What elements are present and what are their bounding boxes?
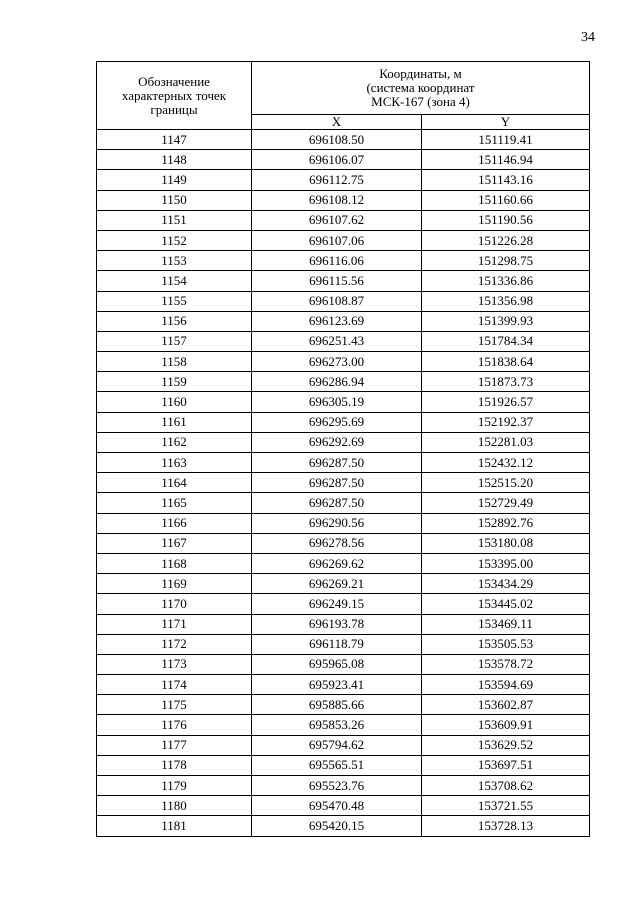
y-coordinate-cell: 151226.28 (422, 230, 590, 250)
point-id-cell: 1170 (97, 594, 252, 614)
table-row (97, 574, 590, 594)
table-row (97, 352, 590, 372)
x-coordinate-cell: 696287.50 (252, 453, 422, 473)
x-coordinate-cell: 695923.41 (252, 675, 422, 695)
x-coordinate-cell: 695853.26 (252, 715, 422, 735)
point-id-cell: 1165 (97, 493, 252, 513)
y-coordinate-cell: 151873.73 (422, 372, 590, 392)
table-row (97, 432, 590, 452)
point-id-cell: 1147 (97, 130, 252, 150)
y-coordinate-cell: 151298.75 (422, 251, 590, 271)
table-row (97, 513, 590, 533)
x-coordinate-cell: 696287.50 (252, 493, 422, 513)
y-coordinate-cell: 151399.93 (422, 311, 590, 331)
x-coordinate-cell: 695885.66 (252, 695, 422, 715)
x-coordinate-cell: 696118.79 (252, 634, 422, 654)
point-designation-header (97, 62, 252, 130)
table-header (97, 62, 590, 130)
point-id-cell: 1180 (97, 796, 252, 816)
point-id-cell: 1168 (97, 553, 252, 573)
y-coordinate-cell: 152192.37 (422, 412, 590, 432)
x-coordinate-cell: 696108.12 (252, 190, 422, 210)
point-id-cell: 1160 (97, 392, 252, 412)
point-id-cell: 1151 (97, 210, 252, 230)
x-coordinate-cell: 696116.06 (252, 251, 422, 271)
point-id-cell: 1174 (97, 675, 252, 695)
table-row (97, 170, 590, 190)
table-row (97, 271, 590, 291)
point-id-cell: 1161 (97, 412, 252, 432)
table-row (97, 614, 590, 634)
point-id-cell: 1155 (97, 291, 252, 311)
x-coordinate-cell: 696286.94 (252, 372, 422, 392)
point-id-cell: 1156 (97, 311, 252, 331)
y-coordinate-cell: 151838.64 (422, 352, 590, 372)
y-coordinate-cell: 153629.52 (422, 735, 590, 755)
x-coordinate-cell: 696107.06 (252, 230, 422, 250)
y-coordinate-cell: 153609.91 (422, 715, 590, 735)
x-coordinate-cell: 696106.07 (252, 150, 422, 170)
table-row (97, 331, 590, 351)
table-row (97, 796, 590, 816)
point-id-cell: 1175 (97, 695, 252, 715)
x-coordinate-cell: 696115.56 (252, 271, 422, 291)
point-id-cell: 1148 (97, 150, 252, 170)
x-coordinate-cell: 696292.69 (252, 432, 422, 452)
x-coordinate-cell: 696269.62 (252, 553, 422, 573)
table-row (97, 412, 590, 432)
table-row (97, 130, 590, 150)
coords-header-line-2: (система координат (366, 80, 475, 95)
y-coordinate-cell: 153708.62 (422, 776, 590, 796)
point-id-cell: 1158 (97, 352, 252, 372)
y-coordinate-cell: 152515.20 (422, 473, 590, 493)
point-id-cell: 1177 (97, 735, 252, 755)
table-row (97, 776, 590, 796)
x-coordinate-cell: 695523.76 (252, 776, 422, 796)
y-coordinate-cell: 153578.72 (422, 654, 590, 674)
x-coordinate-cell: 696108.87 (252, 291, 422, 311)
table-row (97, 675, 590, 695)
table-row (97, 230, 590, 250)
y-coordinate-cell: 151160.66 (422, 190, 590, 210)
x-coordinate-cell: 696273.00 (252, 352, 422, 372)
point-id-cell: 1150 (97, 190, 252, 210)
table-row (97, 453, 590, 473)
x-column-header: X (252, 115, 422, 130)
y-coordinate-cell: 151336.86 (422, 271, 590, 291)
point-header-line-2: характерных точек (121, 87, 227, 103)
y-coordinate-cell: 152281.03 (422, 432, 590, 452)
point-id-cell: 1154 (97, 271, 252, 291)
x-coordinate-cell: 696305.19 (252, 392, 422, 412)
table-row (97, 473, 590, 493)
x-coordinate-cell: 696108.50 (252, 130, 422, 150)
x-coordinate-cell: 696287.50 (252, 473, 422, 493)
table-row (97, 533, 590, 553)
table-row (97, 594, 590, 614)
table-row (97, 392, 590, 412)
y-coordinate-cell: 152729.49 (422, 493, 590, 513)
point-header-line-1: Обозначение (138, 73, 210, 89)
y-coordinate-cell: 152432.12 (422, 453, 590, 473)
table-row (97, 553, 590, 573)
x-coordinate-cell: 696123.69 (252, 311, 422, 331)
table-row (97, 634, 590, 654)
coordinates-table (96, 61, 590, 837)
table-row (97, 190, 590, 210)
x-coordinate-cell: 696295.69 (252, 412, 422, 432)
point-id-cell: 1159 (97, 372, 252, 392)
x-coordinate-cell: 695965.08 (252, 654, 422, 674)
x-coordinate-cell: 695470.48 (252, 796, 422, 816)
table-row (97, 654, 590, 674)
y-coordinate-cell: 151784.34 (422, 331, 590, 351)
table-row (97, 735, 590, 755)
point-id-cell: 1153 (97, 251, 252, 271)
x-coordinate-cell: 695420.15 (252, 816, 422, 836)
x-coordinate-cell: 696269.21 (252, 574, 422, 594)
x-coordinate-cell: 696249.15 (252, 594, 422, 614)
point-id-cell: 1166 (97, 513, 252, 533)
point-id-cell: 1178 (97, 755, 252, 775)
coords-header-line-1: Координаты, м (379, 66, 462, 81)
page-number: 34 (581, 30, 595, 45)
point-id-cell: 1173 (97, 654, 252, 674)
table-row (97, 695, 590, 715)
x-coordinate-cell: 696251.43 (252, 331, 422, 351)
table-row (97, 291, 590, 311)
y-coordinate-cell: 153434.29 (422, 574, 590, 594)
y-coordinate-cell: 153445.02 (422, 594, 590, 614)
y-coordinate-cell: 153180.08 (422, 533, 590, 553)
coords-header-line-3: МСК-167 (зона 4) (371, 94, 470, 109)
table-row (97, 372, 590, 392)
table-row (97, 251, 590, 271)
table-body (97, 130, 590, 837)
y-coordinate-cell: 153505.53 (422, 634, 590, 654)
point-id-cell: 1167 (97, 533, 252, 553)
y-coordinate-cell: 151119.41 (422, 130, 590, 150)
point-id-cell: 1162 (97, 432, 252, 452)
point-id-cell: 1172 (97, 634, 252, 654)
x-coordinate-cell: 696107.62 (252, 210, 422, 230)
table-row (97, 493, 590, 513)
table-row (97, 816, 590, 836)
point-id-cell: 1181 (97, 816, 252, 836)
table-row (97, 210, 590, 230)
y-column-header: Y (422, 115, 590, 130)
y-coordinate-cell: 153395.00 (422, 553, 590, 573)
point-header-line-3: границы (150, 101, 198, 117)
coordinates-header (252, 62, 590, 115)
y-coordinate-cell: 153594.69 (422, 675, 590, 695)
y-coordinate-cell: 153721.55 (422, 796, 590, 816)
point-id-cell: 1152 (97, 230, 252, 250)
y-coordinate-cell: 153602.87 (422, 695, 590, 715)
y-coordinate-cell: 151926.57 (422, 392, 590, 412)
point-id-cell: 1164 (97, 473, 252, 493)
table-row (97, 311, 590, 331)
x-coordinate-cell: 695794.62 (252, 735, 422, 755)
point-id-cell: 1149 (97, 170, 252, 190)
y-coordinate-cell: 151146.94 (422, 150, 590, 170)
point-id-cell: 1157 (97, 331, 252, 351)
table-row (97, 755, 590, 775)
point-id-cell: 1176 (97, 715, 252, 735)
y-coordinate-cell: 153469.11 (422, 614, 590, 634)
point-id-cell: 1163 (97, 453, 252, 473)
x-coordinate-cell: 696290.56 (252, 513, 422, 533)
y-coordinate-cell: 153728.13 (422, 816, 590, 836)
x-coordinate-cell: 696193.78 (252, 614, 422, 634)
point-id-cell: 1171 (97, 614, 252, 634)
table-row (97, 150, 590, 170)
y-coordinate-cell: 152892.76 (422, 513, 590, 533)
y-coordinate-cell: 153697.51 (422, 755, 590, 775)
point-id-cell: 1179 (97, 776, 252, 796)
y-coordinate-cell: 151143.16 (422, 170, 590, 190)
y-coordinate-cell: 151190.56 (422, 210, 590, 230)
x-coordinate-cell: 696278.56 (252, 533, 422, 553)
y-coordinate-cell: 151356.98 (422, 291, 590, 311)
table-row (97, 715, 590, 735)
point-id-cell: 1169 (97, 574, 252, 594)
x-coordinate-cell: 695565.51 (252, 755, 422, 775)
x-coordinate-cell: 696112.75 (252, 170, 422, 190)
